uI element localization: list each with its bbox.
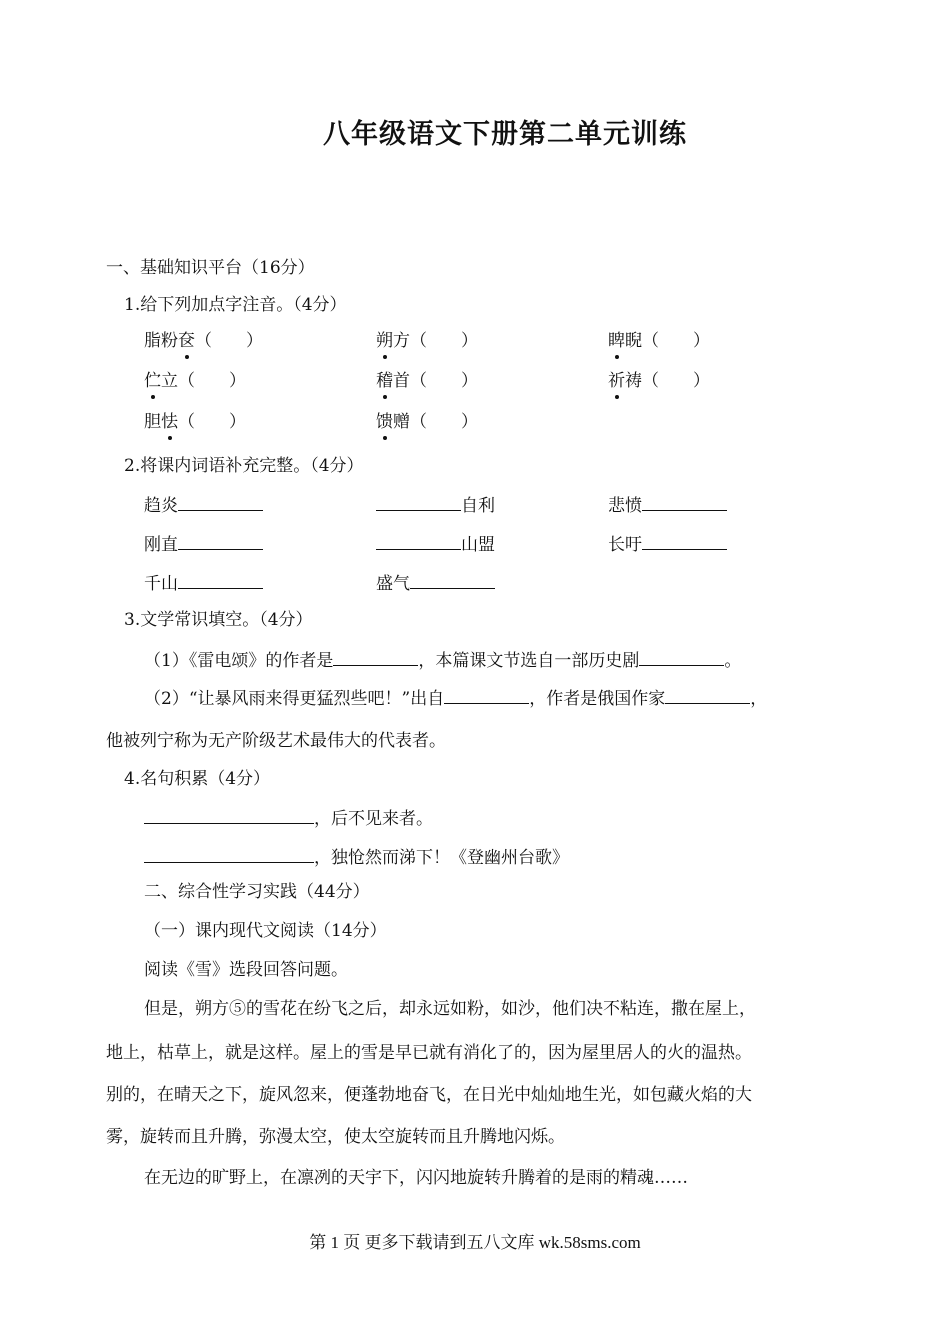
item-text: 山盟 — [461, 535, 495, 555]
item-text: （ ） — [195, 331, 263, 351]
item-text: （2）“让暴风雨来得更猛烈些吧！”出自 — [144, 689, 445, 709]
answer-blank[interactable] — [144, 805, 314, 824]
item-text: 长吁 — [608, 535, 642, 555]
answer-blank[interactable] — [333, 647, 418, 666]
item-text: 方（ ） — [393, 331, 478, 351]
page-title: 八年级语文下册第二单元训练 — [323, 119, 687, 150]
answer-blank[interactable] — [376, 531, 461, 550]
dotted-char: 怯 — [161, 412, 178, 432]
dotted-char: 祈 — [608, 371, 625, 391]
q3-heading: 3.文学常识填空。（4分） — [124, 610, 313, 630]
q3-item-1 — [144, 647, 741, 673]
item-text: ，本篇课文节选自一部历史剧 — [418, 651, 640, 671]
item-text: 脂粉 — [144, 331, 178, 351]
dotted-char: 朔 — [376, 331, 393, 351]
q2-heading: 2.将课内词语补充完整。（4分） — [124, 456, 364, 476]
item-text: 立（ ） — [161, 371, 246, 391]
item-text: （1）《雷电颂》的作者是 — [144, 651, 334, 671]
answer-blank[interactable] — [376, 492, 461, 511]
answer-blank[interactable] — [642, 492, 727, 511]
dotted-char: 睥 — [608, 331, 625, 351]
section1-heading: 一、基础知识平台（16分） — [106, 258, 315, 278]
q3-item-2-continued: 他被列宁称为无产阶级艺术最伟大的代表者。 — [106, 731, 446, 751]
q1-item — [144, 329, 263, 353]
passage-line: 在无边的旷野上，在凛冽的天宇下，闪闪地旋转升腾着的是雨的精魂…… — [144, 1168, 688, 1188]
item-text: 胆 — [144, 412, 161, 432]
item-text: ，独怆然而涕下！《登幽州台歌》 — [314, 848, 569, 868]
section2-heading: 二、综合性学习实践（44分） — [144, 882, 370, 902]
dotted-char: 馈 — [376, 412, 393, 432]
item-text: ，后不见来者。 — [314, 809, 433, 829]
item-text: 首（ ） — [393, 371, 478, 391]
page-footer: 第 1 页 更多下载请到五八文库 wk.58sms.com — [309, 1233, 641, 1252]
passage-line: 地上，枯草上，就是这样。屋上的雪是早已就有消化了的，因为屋里居人的火的温热。 — [106, 1043, 752, 1063]
answer-blank[interactable] — [642, 531, 727, 550]
q2-item — [376, 531, 495, 557]
q2-item — [376, 492, 495, 518]
q2-item — [144, 492, 263, 518]
q1-item — [376, 329, 478, 353]
q2-item — [608, 492, 727, 518]
q2-item — [144, 570, 263, 596]
answer-blank[interactable] — [639, 647, 724, 666]
dotted-char: 稽 — [376, 371, 393, 391]
q3-item-2 — [144, 685, 767, 711]
item-text: 睨（ ） — [625, 331, 710, 351]
item-text: 千山 — [144, 574, 178, 594]
answer-blank[interactable] — [444, 685, 529, 704]
q1-heading: 1.给下列加点字注音。（4分） — [124, 295, 347, 315]
q4-line-2 — [144, 844, 569, 870]
passage-line: 别的，在晴天之下，旋风忽来，便蓬勃地奋飞，在日光中灿灿地生光，如包藏火焰的大 — [106, 1085, 752, 1105]
item-text: 。 — [724, 651, 742, 671]
dotted-char: 伫 — [144, 371, 161, 391]
answer-blank[interactable] — [144, 844, 314, 863]
answer-blank[interactable] — [178, 570, 263, 589]
passage-line: 但是，朔方⑤的雪花在纷飞之后，却永远如粉，如沙，他们决不粘连，撒在屋上， — [144, 999, 756, 1019]
answer-blank[interactable] — [178, 531, 263, 550]
answer-blank[interactable] — [410, 570, 495, 589]
item-text: ， — [750, 689, 768, 709]
q1-item — [376, 369, 478, 393]
item-text: 祷（ ） — [625, 371, 710, 391]
item-text: ，作者是俄国作家 — [529, 689, 666, 709]
item-text: （ ） — [178, 412, 246, 432]
item-text: 刚直 — [144, 535, 178, 555]
answer-blank[interactable] — [665, 685, 750, 704]
dotted-char: 奁 — [178, 331, 195, 351]
q1-item — [144, 410, 246, 434]
q2-item — [608, 531, 727, 557]
section2-subheading: （一）课内现代文阅读（14分） — [144, 921, 387, 941]
q2-item — [376, 570, 495, 596]
item-text: 盛气 — [376, 574, 410, 594]
item-text: 趋炎 — [144, 496, 178, 516]
item-text: 悲愤 — [608, 496, 642, 516]
item-text: 赠（ ） — [393, 412, 478, 432]
q1-item — [376, 410, 478, 434]
q2-item — [144, 531, 263, 557]
q1-item — [608, 329, 710, 353]
q1-item — [608, 369, 710, 393]
passage-line: 雾，旋转而且升腾，弥漫太空，使太空旋转而且升腾地闪烁。 — [106, 1127, 565, 1147]
q1-item — [144, 369, 246, 393]
item-text: 自利 — [461, 496, 495, 516]
answer-blank[interactable] — [178, 492, 263, 511]
q4-line-1 — [144, 805, 433, 831]
q4-heading: 4.名句积累（4分） — [124, 769, 271, 789]
reading-instruction: 阅读《雪》选段回答问题。 — [144, 960, 348, 980]
